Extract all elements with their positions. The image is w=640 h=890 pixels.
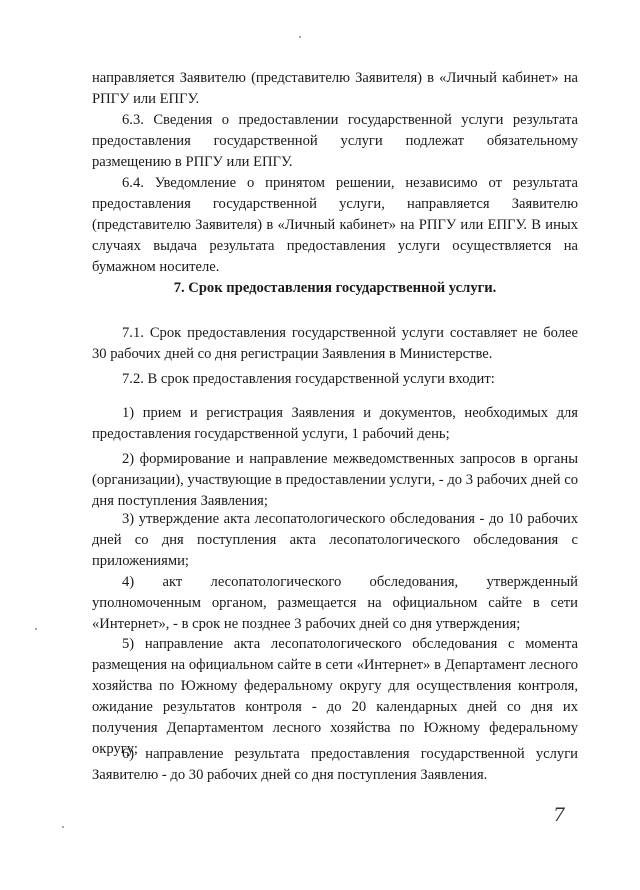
page-number: 7	[553, 804, 566, 826]
scan-speck	[62, 826, 64, 828]
list-item-6: 6) направление результата предоставления государственной услуги Заявителю - до 30 рабочих дней со дня поступления Заявления.	[92, 746, 578, 783]
paragraph-6-2-end: направляется Заявителю (представителю Заявителя) в «Личный кабинет» на РПГУ или ЕПГУ.	[92, 70, 578, 107]
paragraph-6-3: 6.3. Сведения о предоставлении государственной услуги результата предоставления государственной услуги подлежат обязательному размещению в РПГУ или ЕПГУ.	[92, 112, 578, 170]
list-item-3: 3) утверждение акта лесопатологического обследования - до 10 рабочих дней со дня поступления акта лесопатологического обследования с приложениями;	[92, 511, 578, 569]
list-item-4: 4) акт лесопатологического обследования, утвержденный уполномоченным органом, размещается на официальном сайте в сети «Интернет», - в срок не позднее 3 рабочих дней со дня утверждения;	[92, 574, 578, 632]
list-item-5: 5) направление акта лесопатологического обследования с момента размещения на официальном сайте в сети «Интернет» в Департамент лесного хозяйства по Южному федеральному округу для осуществления контроля, ожидание результатов контроля - до 20 календарных дней со дня их получения Департаментом лесного хозяйства по Южному федеральному округу;	[92, 636, 578, 757]
paragraph-7-1: 7.1. Срок предоставления государственной услуги составляет не более 30 рабочих дней со дня регистрации Заявления в Министерстве.	[92, 325, 578, 362]
paragraph-6-4: 6.4. Уведомление о принятом решении, независимо от результата предоставления государственной услуги, направляется Заявителю (представителю Заявителя) в «Личный кабинет» на РПГУ или ЕПГУ. В иных случаях выдача результата предоставления услуги осуществляется на бумажном носителе.	[92, 175, 578, 275]
section-heading-7: 7. Срок предоставления государственной услуги.	[173, 280, 497, 296]
scan-speck	[35, 628, 37, 630]
list-item-1: 1) прием и регистрация Заявления и документов, необходимых для предоставления государственной услуги, 1 рабочий день;	[92, 405, 578, 442]
scan-speck	[299, 36, 301, 38]
paragraph-7-2: 7.2. В срок предоставления государственной услуги входит:	[122, 371, 495, 387]
list-item-2: 2) формирование и направление межведомственных запросов в органы (организации), участвующие в предоставлении услуги, - до 3 рабочих дней со дня поступления Заявления;	[92, 451, 578, 509]
